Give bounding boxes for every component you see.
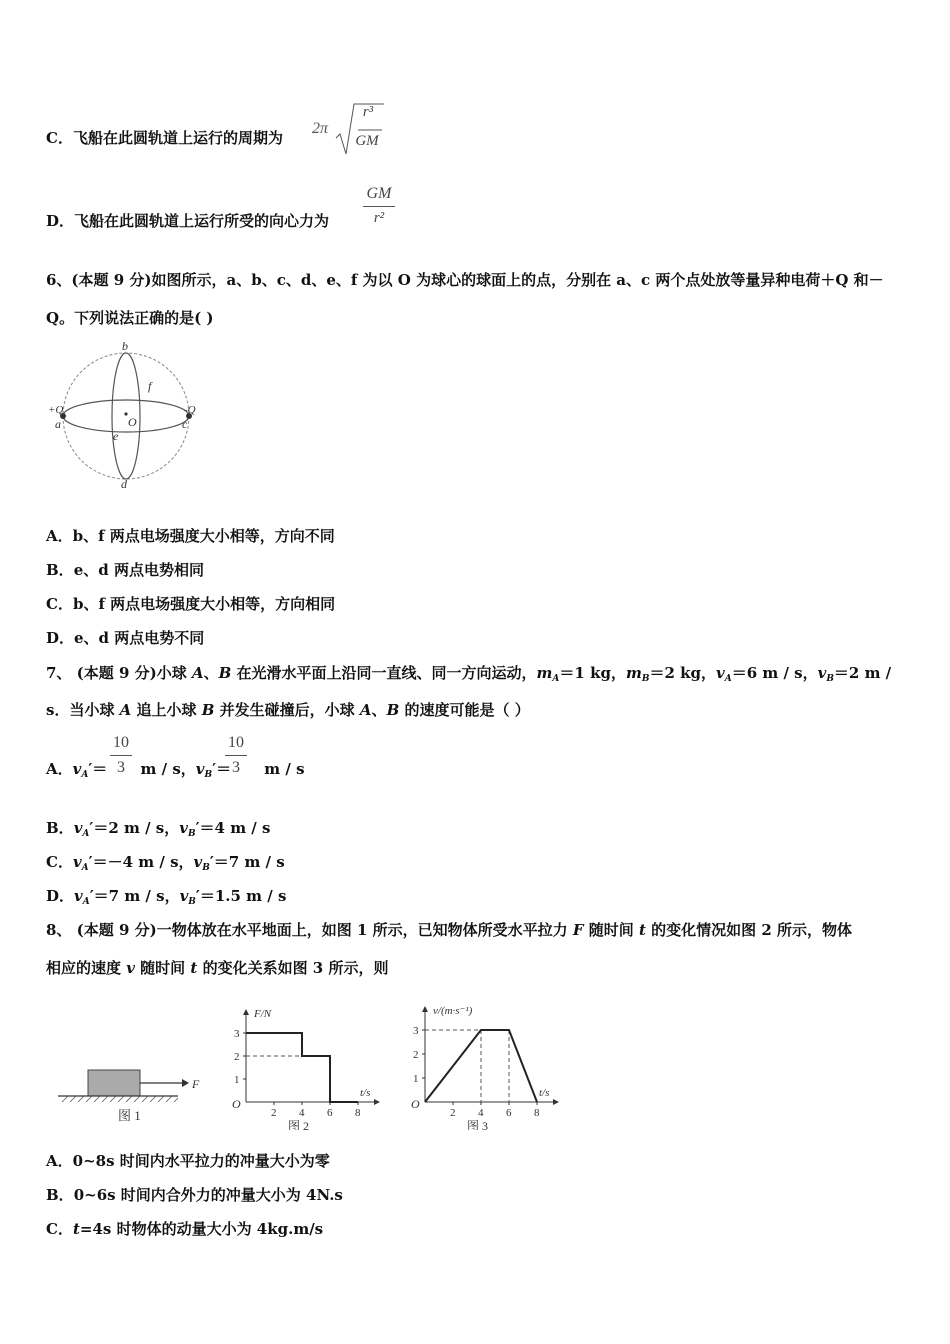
- q6-option-c: [46, 594, 335, 614]
- q7-stem-line2: [46, 700, 530, 720]
- x-tick-label: 4: [478, 1107, 484, 1119]
- q7-option-b-v1: v: [73, 819, 83, 837]
- q7-option-b: [46, 818, 270, 844]
- q7-option-d-prefix: D．: [46, 887, 75, 905]
- y-tick-label: 1: [234, 1074, 240, 1086]
- q6-option-d-prefix: D．: [46, 629, 75, 647]
- origin-label: O: [411, 1097, 420, 1111]
- q7-option-d-v1: v: [74, 887, 83, 905]
- q7-stem2-end: 的速度可能是（ ）: [399, 701, 530, 719]
- q6-stem-line1: 6、(本题 9 分)如图所示，a、b、c、d、e、f 为以 O 为球心的球面上的点，分别在 a、c 两个点处放等量异种电荷＋Q 和－: [46, 271, 884, 289]
- q6-stem-line2: Q。下列说法正确的是( ): [46, 309, 214, 327]
- q7-option-c-prefix: C．: [46, 853, 73, 871]
- q7-option-d-v2: v: [179, 887, 189, 905]
- q5-option-d-num: GM: [366, 185, 392, 202]
- q8-f: F: [572, 921, 584, 939]
- q8-stem-pre: 8、 (本题 9 分)一物体放在水平地面上，如图 1 所示，已知物体所受水平拉力: [46, 921, 573, 939]
- q7-stem2-mid2: 并发生碰撞后，小球: [214, 701, 360, 719]
- x-tick-label: 8: [534, 1107, 540, 1119]
- q8-stem2-end: 的变化关系如图 3 所示，则: [197, 959, 389, 977]
- y-axis-label: F/N: [254, 1008, 272, 1020]
- q7-ball-a-2: A: [119, 701, 132, 719]
- q7-option-a: [46, 759, 305, 785]
- q7-a-frac2-den: 3: [232, 759, 240, 776]
- label-c: c: [182, 417, 188, 431]
- x-axis-arrow: [553, 1099, 559, 1105]
- figure-caption: 图 3: [467, 1119, 489, 1130]
- q7-stem2-mid1: 追上小球: [131, 701, 202, 719]
- q7-option-d: [46, 886, 286, 912]
- q8-option-c-prefix: C．: [46, 1220, 73, 1238]
- q8-stem-end: 的变化情况如图 2 所示，物体: [645, 921, 852, 939]
- q8-stem-line1: [46, 920, 852, 940]
- q6-option-a: [46, 526, 335, 546]
- q7-option-d-sub-a: A: [82, 897, 90, 907]
- q5-option-c-prefix: C．: [46, 129, 73, 147]
- fig1-caption: 图 1: [118, 1108, 141, 1123]
- q7-option-c-val-a: ′＝－4 m / s，: [88, 853, 194, 871]
- q6-sphere-figure: [46, 338, 206, 492]
- q7-option-a-prefix: A．: [46, 760, 73, 778]
- q7-ball-a: A: [191, 664, 204, 682]
- q7-option-a-v2: v: [195, 760, 205, 778]
- q5-option-c: [46, 128, 283, 148]
- q8-stem2-pre: 相应的速度: [46, 959, 127, 977]
- label-d: d: [121, 477, 127, 491]
- q8-t: t: [638, 921, 646, 939]
- q7-vb-sub: B: [826, 674, 834, 684]
- q7-option-b-val-b: ′＝4 m / s: [195, 819, 271, 837]
- q8-figure2-chart: [228, 998, 388, 1130]
- q7-option-a-unit1: m / s，: [135, 760, 196, 778]
- q7-a-frac1-num: 10: [113, 734, 129, 751]
- q7-option-a-sub-b: B: [204, 770, 213, 780]
- y-axis-arrow: [422, 1006, 428, 1012]
- q7-option-b-sub-b: B: [187, 829, 196, 839]
- q7-vb: v: [817, 664, 827, 682]
- q6-option-c-text: b、f 两点电场强度大小相等，方向相同: [72, 595, 336, 613]
- x-tick-label: 2: [450, 1107, 456, 1119]
- q8-option-a: [46, 1151, 330, 1171]
- y-tick-label: 3: [234, 1028, 240, 1040]
- block: [88, 1070, 140, 1096]
- q7-stem-mid: 在光滑水平面上沿同一直线、同一方向运动，: [231, 664, 537, 682]
- q7-ma-sub: A: [552, 674, 560, 684]
- q8-option-b-text: 0~6s 时间内合外力的冲量大小为 4N.s: [73, 1186, 343, 1204]
- q6-option-c-prefix: C．: [46, 595, 73, 613]
- x-tick-label: 6: [327, 1107, 333, 1119]
- label-e: e: [113, 429, 119, 443]
- q7-ball-a-3: A: [359, 701, 372, 719]
- q7-option-a-unit2: m / s: [259, 760, 305, 778]
- q6-option-b: [46, 560, 204, 580]
- q7-option-d-val-b: ′＝1.5 m / s: [195, 887, 287, 905]
- q6-option-b-text: e、d 两点电势相同: [73, 561, 204, 579]
- q7-mb-val: ＝2 kg，: [649, 664, 716, 682]
- q7-vb-val: ＝2 m /: [833, 664, 892, 682]
- series-line: [246, 1033, 358, 1102]
- q7-option-c: [46, 852, 285, 878]
- q7-sep: 、: [203, 664, 219, 682]
- y-axis-label: v/(m·s⁻¹): [433, 1005, 473, 1017]
- label-b: b: [122, 339, 128, 353]
- q5-option-c-den: GM: [355, 133, 379, 149]
- q7-a-frac1-den: 3: [117, 759, 125, 776]
- q7-ma-val: ＝1 kg，: [559, 664, 626, 682]
- y-tick-label: 1: [413, 1073, 419, 1085]
- q7-option-c-v2: v: [193, 853, 203, 871]
- label-plus-q: +Q: [48, 404, 64, 416]
- q7-va-sub: A: [724, 674, 732, 684]
- q8-option-c-t: t: [72, 1220, 80, 1238]
- q7-stem2-pre: s．当小球: [46, 701, 120, 719]
- q7-option-c-sub-a: A: [81, 863, 89, 873]
- y-axis-arrow: [243, 1009, 249, 1015]
- y-tick-label: 2: [234, 1051, 240, 1063]
- x-axis-arrow: [374, 1099, 380, 1105]
- q6-option-d: [46, 628, 204, 648]
- ground-hatch: [62, 1096, 178, 1102]
- q7-option-a-eq2: ′＝: [212, 760, 232, 778]
- q8-figure3-chart: [403, 992, 575, 1130]
- q7-option-c-sub-b: B: [202, 863, 210, 873]
- q7-a-frac2-num: 10: [228, 734, 244, 751]
- q7-mb-sub: B: [641, 674, 650, 684]
- x-tick-label: 2: [271, 1107, 277, 1119]
- q5-option-d-text: 飞船在此圆轨道上运行所受的向心力为: [74, 212, 330, 230]
- q7-option-a-eq1: ′＝: [88, 760, 108, 778]
- q7-option-d-sub-b: B: [188, 897, 196, 907]
- q7-ball-b-2: B: [201, 701, 215, 719]
- q7-option-a-v1: v: [72, 760, 82, 778]
- y-tick-label: 2: [413, 1049, 419, 1061]
- figure-caption: 图 2: [288, 1119, 310, 1130]
- label-minus-q: -Q: [184, 404, 196, 416]
- y-tick-label: 3: [413, 1025, 419, 1037]
- q6-option-a-prefix: A．: [46, 527, 73, 545]
- q8-option-b: [46, 1185, 343, 1205]
- q5-option-c-num: r³: [362, 104, 374, 120]
- q8-option-a-prefix: A．: [46, 1152, 73, 1170]
- force-label: F: [192, 1077, 200, 1091]
- q7-ball-b-3: B: [386, 701, 400, 719]
- q8-t-2: t: [190, 959, 198, 977]
- q7-mb: m: [625, 664, 642, 682]
- q7-option-c-v1: v: [72, 853, 82, 871]
- x-axis-label: t/s: [360, 1087, 371, 1099]
- q7-va-val: ＝6 m / s，: [731, 664, 818, 682]
- q7-option-d-val-a: ′＝7 m / s，: [89, 887, 180, 905]
- q8-option-b-prefix: B．: [46, 1186, 74, 1204]
- q6-option-d-text: e、d 两点电势不同: [74, 629, 205, 647]
- x-tick-label: 6: [506, 1107, 512, 1119]
- q8-stem-line2: [46, 958, 388, 978]
- q7-ma: m: [536, 664, 553, 682]
- q7-option-b-v2: v: [179, 819, 188, 837]
- q7-va: v: [715, 664, 725, 682]
- force-arrow-head: [182, 1079, 189, 1087]
- q7-a-frac1-bar: [110, 755, 132, 756]
- x-tick-label: 4: [299, 1107, 305, 1119]
- q6-option-a-text: b、f 两点电场强度大小相等，方向不同: [72, 527, 335, 545]
- q8-option-c: [46, 1219, 323, 1239]
- q8-v: v: [126, 959, 135, 977]
- q6-option-b-prefix: B．: [46, 561, 74, 579]
- q7-option-b-val-a: ′＝2 m / s，: [89, 819, 180, 837]
- q5-option-d-den: r²: [373, 210, 385, 226]
- q7-option-c-val-b: ′＝7 m / s: [209, 853, 285, 871]
- q8-option-c-text: =4s 时物体的动量大小为 4kg.m/s: [79, 1220, 324, 1238]
- q7-stem2-sep: 、: [371, 701, 387, 719]
- q5-option-d: [46, 211, 329, 231]
- label-o: O: [128, 415, 137, 429]
- q7-option-a-sub-a: A: [81, 770, 89, 780]
- q8-option-a-text: 0~8s 时间内水平拉力的冲量大小为零: [72, 1152, 330, 1170]
- q7-stem-pre: 7、 (本题 9 分)小球: [46, 664, 192, 682]
- q5-option-c-coef: 2π: [312, 120, 329, 137]
- q5-option-c-text: 飞船在此圆轨道上运行的周期为: [72, 129, 283, 147]
- label-f: f: [148, 379, 152, 393]
- label-a: a: [55, 417, 61, 431]
- q5-option-d-prefix: D．: [46, 212, 75, 230]
- q7-option-b-sub-a: A: [82, 829, 90, 839]
- origin-label: O: [232, 1097, 241, 1111]
- q8-stem-mid: 随时间: [583, 921, 639, 939]
- x-axis-label: t/s: [539, 1087, 550, 1099]
- q5-option-d-fraction-bar: [363, 206, 395, 207]
- x-tick-label: 8: [355, 1107, 361, 1119]
- q7-option-b-prefix: B．: [46, 819, 74, 837]
- q8-figure1: [58, 1060, 208, 1128]
- q7-a-frac2-bar: [225, 755, 247, 756]
- q7-ball-b: B: [218, 664, 232, 682]
- q8-stem2-mid: 随时间: [134, 959, 191, 977]
- q7-stem-line1: [46, 663, 891, 689]
